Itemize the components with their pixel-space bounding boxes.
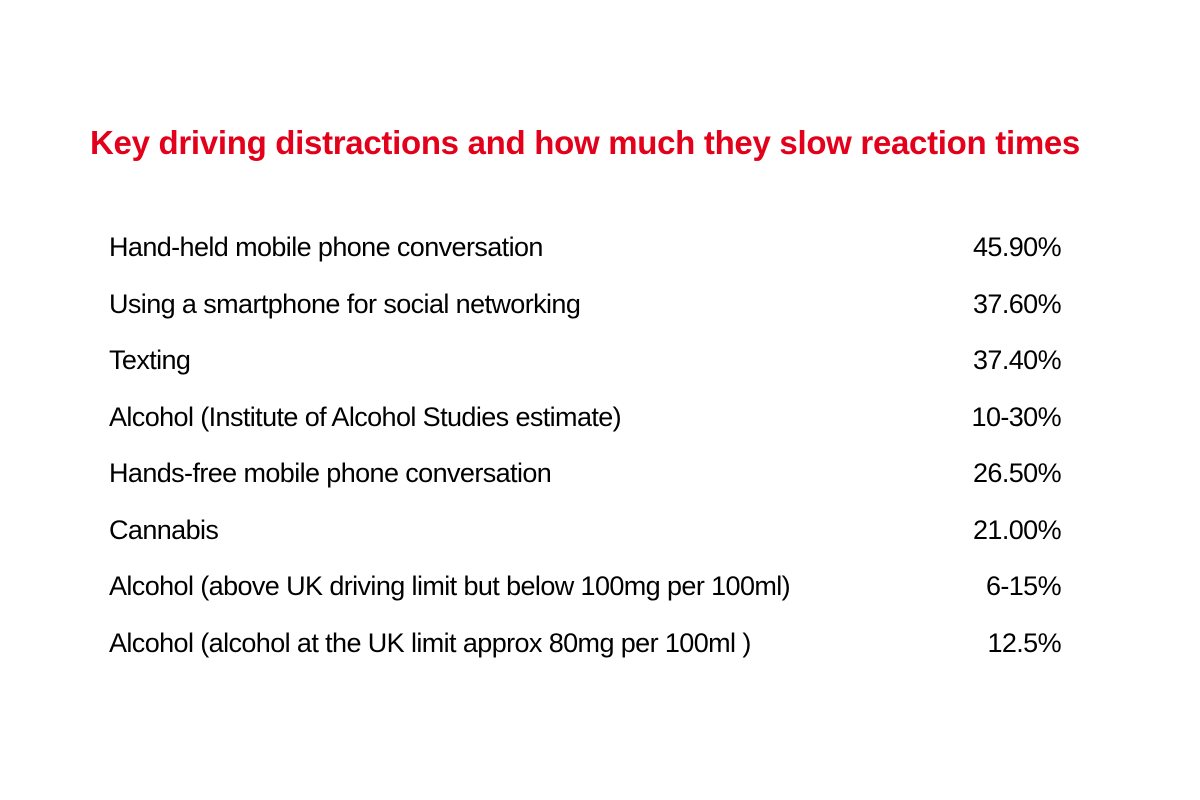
row-label: Alcohol (alcohol at the UK limit approx 80mg per 100ml ) (109, 627, 751, 658)
row-label: Alcohol (above UK driving limit but below 100mg per 100ml) (109, 571, 791, 602)
table-row (109, 276, 1061, 333)
row-value: 21.00% (973, 514, 1061, 545)
row-label: Texting (109, 345, 191, 376)
table-row (109, 558, 1061, 615)
row-value: 45.90% (973, 232, 1061, 263)
row-label: Using a smartphone for social networking (109, 288, 581, 319)
row-label: Alcohol (Institute of Alcohol Studies estimate) (109, 401, 622, 432)
row-value: 12.5% (987, 627, 1061, 658)
table-row (109, 445, 1061, 502)
row-value: 10-30% (971, 401, 1061, 432)
row-label: Hands-free mobile phone conversation (109, 458, 552, 489)
table-row (109, 502, 1061, 559)
page-title: Key driving distractions and how much they slow reaction times (90, 124, 1080, 161)
row-value: 6-15% (985, 571, 1061, 602)
table-row (109, 389, 1061, 446)
row-value: 37.60% (973, 288, 1061, 319)
row-label: Cannabis (109, 514, 219, 545)
table-row (109, 615, 1061, 672)
row-label: Hand-held mobile phone conversation (109, 232, 543, 263)
row-value: 37.40% (973, 345, 1061, 376)
table-row (109, 332, 1061, 389)
table-row (109, 219, 1061, 276)
distraction-table (109, 219, 1061, 671)
row-value: 26.50% (973, 458, 1061, 489)
